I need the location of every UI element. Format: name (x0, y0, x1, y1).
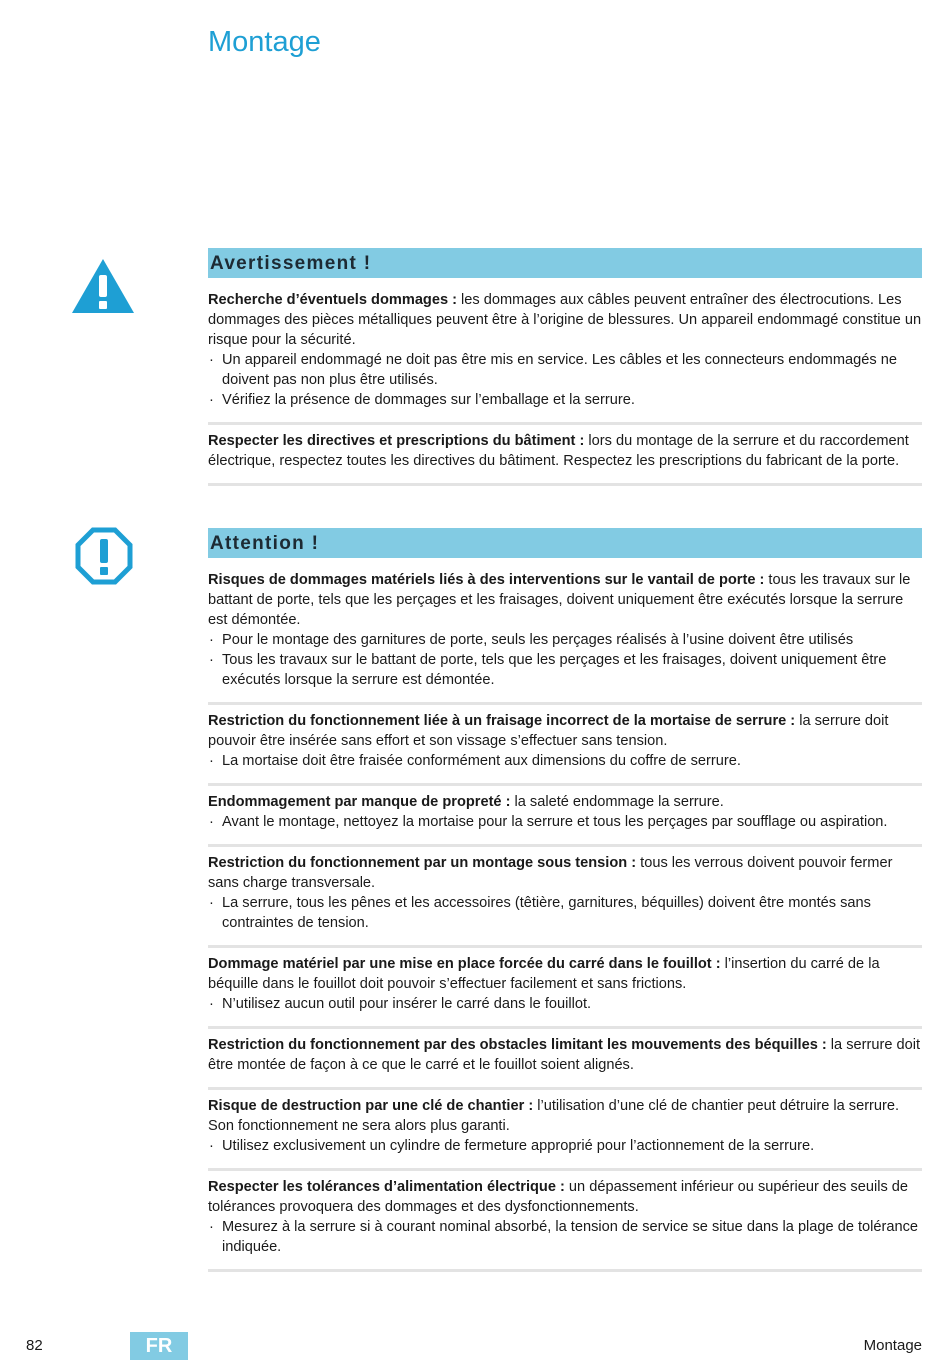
warning-section (208, 431, 922, 486)
section-label: Risque de destruction par une clé de chantier : (208, 1098, 534, 1114)
caution-section (208, 1035, 922, 1090)
bullet-item: · Utilisez exclusivement un cylindre de fermeture approprié pour l’actionnement de la serrure. (208, 1136, 922, 1156)
section-divider (208, 783, 922, 786)
caution-section (208, 853, 922, 948)
bullet-item: · Mesurez à la serrure si à courant nominal absorbé, la tension de service se situe dans la plage de tolérance indiquée. (208, 1217, 922, 1257)
section-text: lors du montage de la serrure et du raccordement électrique, respectez toutes les directives du bâtiment. Respectez les prescriptions du fabricant de la porte. (208, 433, 909, 469)
section-text: la serrure doit pouvoir être insérée sans effort et son vissage s’effectuer sans tension. (208, 713, 889, 749)
section-paragraph (208, 290, 922, 350)
warning-sections (208, 290, 922, 486)
section-label: Respecter les directives et prescriptions du bâtiment : (208, 433, 585, 449)
language-badge: FR (130, 1332, 188, 1360)
section-label: Restriction du fonctionnement par un montage sous tension : (208, 855, 637, 871)
section-divider (208, 422, 922, 425)
page-number: 82 (26, 1337, 43, 1354)
section-divider (208, 844, 922, 847)
section-text: l’utilisation d’une clé de chantier peut détruire la serrure. Son fonctionnement ne sera alors plus garanti. (208, 1098, 900, 1134)
section-text: la saleté endommage la serrure. (510, 794, 724, 810)
caution-section (208, 1096, 922, 1171)
caution-block (208, 528, 922, 1278)
caution-section (208, 1177, 922, 1272)
footer-section-title: Montage (863, 1337, 922, 1354)
section-paragraph (208, 1177, 922, 1217)
section-paragraph (208, 431, 922, 471)
section-divider (208, 945, 922, 948)
bullet-item: · Vérifiez la présence de dommages sur l’emballage et la serrure. (208, 390, 922, 410)
section-label: Endommagement par manque de propreté : (208, 794, 511, 810)
caution-heading: Attention ! (208, 528, 922, 558)
warning-block (208, 248, 922, 492)
section-text: les dommages aux câbles peuvent entraîner des électrocutions. Les dommages des pièces métalliques peuvent être à l’origine de blessures. Un appareil endommagé constitue un risque pour la sécurité. (208, 292, 922, 348)
caution-section (208, 570, 922, 705)
section-text: un dépassement inférieur ou supérieur des seuils de tolérances provoquera des dommages et des dysfonctionnements. (208, 1179, 909, 1215)
section-text: l’insertion du carré de la béquille dans le fouillot doit pouvoir s’effectuer facilement et sans frictions. (208, 956, 880, 992)
section-label: Risques de dommages matériels liés à des interventions sur le vantail de porte : (208, 572, 765, 588)
section-divider (208, 1026, 922, 1029)
warning-section (208, 290, 922, 425)
page-title: Montage (208, 26, 321, 58)
section-text: tous les travaux sur le battant de porte, tels que les perçages et les fraisages, doivent uniquement être exécutés lorsque la serrure est démontée. (208, 572, 911, 628)
section-paragraph (208, 792, 922, 812)
section-paragraph (208, 853, 922, 893)
section-divider (208, 1168, 922, 1171)
bullet-item: · La serrure, tous les pênes et les accessoires (têtière, garnitures, béquilles) doivent être montés sans contraintes de tension. (208, 893, 922, 933)
warning-triangle-icon (70, 257, 136, 320)
bullet-item: · Un appareil endommagé ne doit pas être mis en service. Les câbles et les connecteurs endommagés ne doivent pas non plus être utilisés. (208, 350, 922, 390)
section-divider (208, 1087, 922, 1090)
section-paragraph (208, 1035, 922, 1075)
caution-octagon-icon (75, 527, 133, 590)
bullet-item: · Avant le montage, nettoyez la mortaise pour la serrure et tous les perçages par soufflage ou aspiration. (208, 812, 922, 832)
section-divider (208, 483, 922, 486)
section-text: tous les verrous doivent pouvoir fermer sans charge transversale. (208, 855, 893, 891)
caution-section (208, 954, 922, 1029)
caution-section (208, 711, 922, 786)
section-paragraph (208, 711, 922, 751)
section-paragraph (208, 1096, 922, 1136)
section-label: Respecter les tolérances d’alimentation électrique : (208, 1179, 565, 1195)
section-divider (208, 1269, 922, 1272)
bullet-item: · N’utilisez aucun outil pour insérer le carré dans le fouillot. (208, 994, 922, 1014)
warning-heading: Avertissement ! (208, 248, 922, 278)
caution-section (208, 792, 922, 847)
section-label: Restriction du fonctionnement par des obstacles limitant les mouvements des béquilles : (208, 1037, 827, 1053)
caution-sections (208, 570, 922, 1272)
bullet-item: · Pour le montage des garnitures de porte, seuls les perçages réalisés à l’usine doivent être utilisés (208, 630, 922, 650)
bullet-item: · Tous les travaux sur le battant de porte, tels que les perçages et les fraisages, doivent uniquement être exécutés lorsque la serrure est démontée. (208, 650, 922, 690)
bullet-item: · La mortaise doit être fraisée conformément aux dimensions du coffre de serrure. (208, 751, 922, 771)
section-label: Recherche d’éventuels dommages : (208, 292, 457, 308)
section-label: Restriction du fonctionnement liée à un fraisage incorrect de la mortaise de serrure : (208, 713, 796, 729)
section-paragraph (208, 954, 922, 994)
section-label: Dommage matériel par une mise en place forcée du carré dans le fouillot : (208, 956, 721, 972)
section-divider (208, 702, 922, 705)
section-paragraph (208, 570, 922, 630)
section-text: la serrure doit être montée de façon à ce que le carré et le fouillot soient alignés. (208, 1037, 921, 1073)
